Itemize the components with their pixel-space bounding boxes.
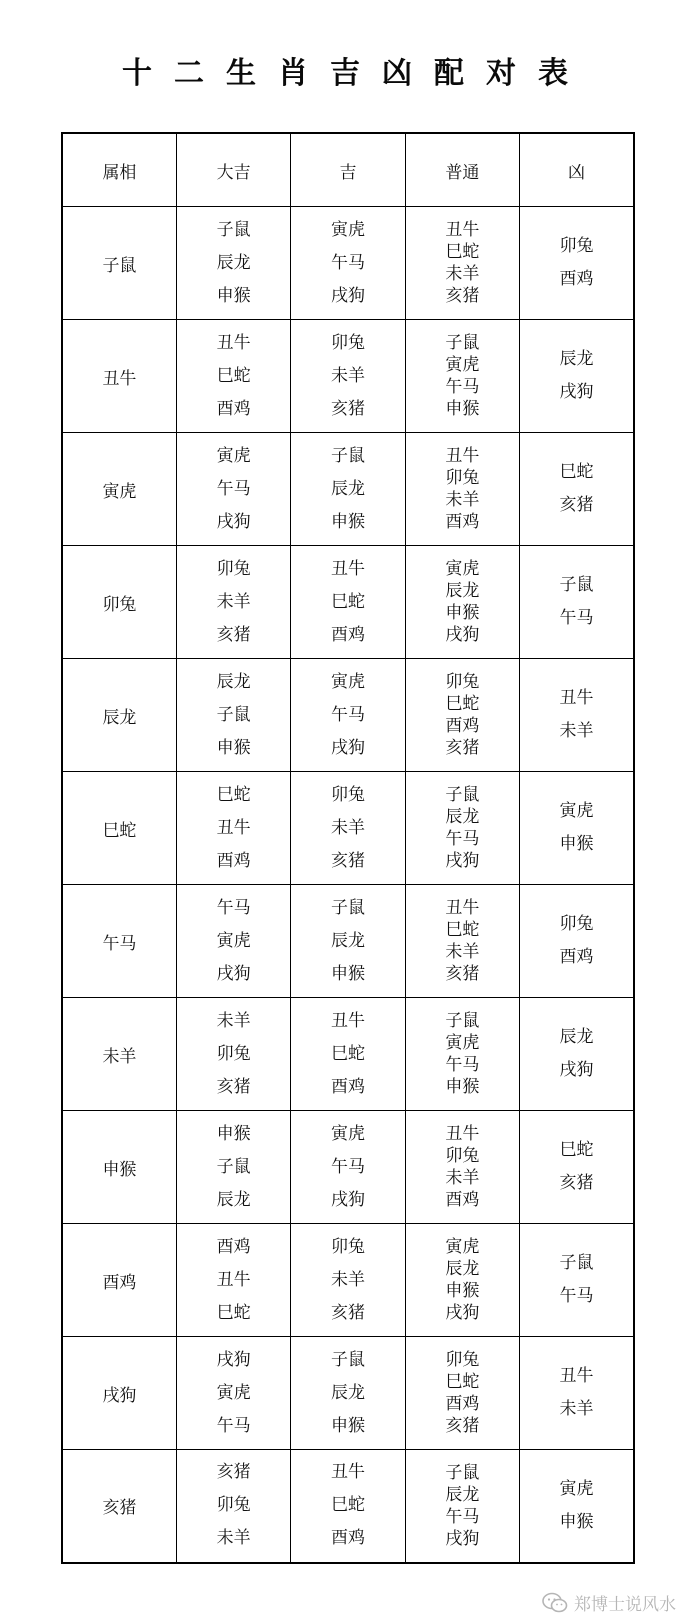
great-luck-cell bbox=[176, 546, 290, 659]
table-row bbox=[62, 659, 634, 772]
bad-luck-cell bbox=[520, 207, 634, 320]
zodiac-name: 丑牛 bbox=[330, 1010, 365, 1031]
zodiac-name: 子鼠 bbox=[445, 333, 480, 353]
zodiac-name: 戌狗 bbox=[445, 625, 480, 645]
zodiac-name: 未羊 bbox=[559, 1399, 594, 1419]
zodiac-name: 午马 bbox=[330, 1156, 365, 1177]
zodiac-name: 酉鸡 bbox=[216, 398, 251, 419]
table-row bbox=[62, 772, 634, 885]
zodiac-name: 寅虎 bbox=[559, 801, 594, 821]
zodiac-sign-cell: 卯兔 bbox=[62, 546, 176, 659]
neutral-cell bbox=[405, 1224, 519, 1337]
neutral-cell bbox=[405, 1111, 519, 1224]
zodiac-name: 午马 bbox=[445, 377, 480, 397]
neutral-cell bbox=[405, 433, 519, 546]
wechat-icon bbox=[542, 1592, 568, 1614]
good-luck-cell bbox=[291, 546, 405, 659]
neutral-cell bbox=[405, 1337, 519, 1450]
bad-luck-cell bbox=[520, 1450, 634, 1563]
zodiac-name: 丑牛 bbox=[559, 1366, 594, 1386]
table-row bbox=[62, 320, 634, 433]
good-luck-cell bbox=[291, 320, 405, 433]
zodiac-name: 巳蛇 bbox=[559, 462, 594, 482]
zodiac-name: 寅虎 bbox=[330, 219, 365, 240]
zodiac-name: 戌狗 bbox=[216, 511, 251, 532]
zodiac-name: 辰龙 bbox=[330, 478, 365, 499]
zodiac-name: 亥猪 bbox=[216, 1462, 251, 1483]
neutral-cell bbox=[405, 320, 519, 433]
great-luck-cell bbox=[176, 207, 290, 320]
zodiac-name: 巳蛇 bbox=[216, 365, 251, 386]
good-luck-cell bbox=[291, 1450, 405, 1563]
header-good-luck: 吉 bbox=[291, 133, 405, 207]
zodiac-name: 亥猪 bbox=[445, 1416, 480, 1436]
zodiac-name: 巳蛇 bbox=[445, 694, 480, 714]
zodiac-name: 未羊 bbox=[445, 490, 480, 510]
zodiac-sign-cell: 酉鸡 bbox=[62, 1224, 176, 1337]
good-luck-cell bbox=[291, 1337, 405, 1450]
neutral-cell bbox=[405, 1450, 519, 1563]
zodiac-name: 寅虎 bbox=[559, 1478, 594, 1499]
zodiac-name: 丑牛 bbox=[216, 332, 251, 353]
zodiac-name: 寅虎 bbox=[445, 559, 480, 579]
bad-luck-cell bbox=[520, 659, 634, 772]
zodiac-name: 戌狗 bbox=[330, 1189, 365, 1210]
zodiac-name: 亥猪 bbox=[445, 964, 480, 984]
zodiac-name: 酉鸡 bbox=[445, 512, 480, 532]
zodiac-sign-cell: 辰龙 bbox=[62, 659, 176, 772]
good-luck-cell bbox=[291, 1111, 405, 1224]
zodiac-name: 辰龙 bbox=[445, 581, 480, 601]
zodiac-name: 丑牛 bbox=[330, 1462, 365, 1483]
zodiac-name: 子鼠 bbox=[216, 704, 251, 725]
zodiac-name: 申猴 bbox=[216, 737, 251, 758]
zodiac-name: 卯兔 bbox=[445, 1146, 480, 1166]
zodiac-name: 未羊 bbox=[445, 1168, 480, 1188]
zodiac-name: 辰龙 bbox=[330, 930, 365, 951]
zodiac-name: 亥猪 bbox=[216, 1076, 251, 1097]
zodiac-name: 申猴 bbox=[216, 285, 251, 306]
zodiac-name: 未羊 bbox=[559, 721, 594, 741]
zodiac-name: 申猴 bbox=[330, 1415, 365, 1436]
bad-luck-cell bbox=[520, 1337, 634, 1450]
table-row bbox=[62, 433, 634, 546]
zodiac-sign-cell: 丑牛 bbox=[62, 320, 176, 433]
zodiac-name: 卯兔 bbox=[330, 332, 365, 353]
header-bad-luck: 凶 bbox=[520, 133, 634, 207]
zodiac-name: 戌狗 bbox=[216, 963, 251, 984]
zodiac-name: 巳蛇 bbox=[559, 1140, 594, 1160]
good-luck-cell bbox=[291, 885, 405, 998]
bad-luck-cell bbox=[520, 320, 634, 433]
zodiac-name: 午马 bbox=[559, 608, 594, 628]
table-row bbox=[62, 885, 634, 998]
bad-luck-cell bbox=[520, 546, 634, 659]
bad-luck-cell bbox=[520, 885, 634, 998]
zodiac-name: 巳蛇 bbox=[216, 784, 251, 805]
zodiac-name: 寅虎 bbox=[216, 1382, 251, 1403]
zodiac-name: 子鼠 bbox=[330, 445, 365, 466]
zodiac-name: 巳蛇 bbox=[445, 1372, 480, 1392]
zodiac-name: 午马 bbox=[445, 1506, 480, 1527]
bad-luck-cell bbox=[520, 433, 634, 546]
zodiac-name: 未羊 bbox=[330, 817, 365, 838]
zodiac-name: 辰龙 bbox=[216, 1189, 251, 1210]
zodiac-sign-cell: 寅虎 bbox=[62, 433, 176, 546]
zodiac-name: 午马 bbox=[216, 897, 251, 918]
zodiac-sign-cell: 午马 bbox=[62, 885, 176, 998]
zodiac-name: 寅虎 bbox=[330, 671, 365, 692]
zodiac-name: 亥猪 bbox=[559, 495, 594, 515]
zodiac-name: 丑牛 bbox=[216, 1269, 251, 1290]
zodiac-name: 未羊 bbox=[445, 942, 480, 962]
zodiac-name: 申猴 bbox=[330, 963, 365, 984]
zodiac-name: 子鼠 bbox=[559, 1253, 594, 1273]
zodiac-name: 戌狗 bbox=[559, 1060, 594, 1080]
neutral-cell bbox=[405, 546, 519, 659]
table-row bbox=[62, 1337, 634, 1450]
zodiac-name: 酉鸡 bbox=[559, 269, 594, 289]
neutral-cell bbox=[405, 659, 519, 772]
zodiac-name: 酉鸡 bbox=[445, 716, 480, 736]
header-neutral: 普通 bbox=[405, 133, 519, 207]
zodiac-name: 午马 bbox=[330, 252, 365, 273]
zodiac-name: 辰龙 bbox=[330, 1382, 365, 1403]
zodiac-name: 未羊 bbox=[216, 1010, 251, 1031]
page-title: 十二生肖吉凶配对表 bbox=[122, 56, 590, 91]
neutral-cell bbox=[405, 998, 519, 1111]
zodiac-name: 卯兔 bbox=[216, 1043, 251, 1064]
great-luck-cell bbox=[176, 659, 290, 772]
zodiac-name: 申猴 bbox=[445, 603, 480, 623]
zodiac-name: 申猴 bbox=[559, 1511, 594, 1532]
zodiac-name: 丑牛 bbox=[445, 220, 480, 240]
zodiac-name: 午马 bbox=[445, 1055, 480, 1075]
table-row bbox=[62, 546, 634, 659]
zodiac-name: 子鼠 bbox=[445, 785, 480, 805]
zodiac-name: 寅虎 bbox=[216, 930, 251, 951]
table-body bbox=[62, 207, 634, 1563]
zodiac-name: 未羊 bbox=[330, 1269, 365, 1290]
zodiac-name: 卯兔 bbox=[330, 784, 365, 805]
zodiac-name: 未羊 bbox=[330, 365, 365, 386]
zodiac-name: 巳蛇 bbox=[216, 1302, 251, 1323]
zodiac-name: 巳蛇 bbox=[330, 1495, 365, 1516]
zodiac-name: 卯兔 bbox=[216, 1495, 251, 1516]
zodiac-name: 未羊 bbox=[445, 264, 480, 284]
great-luck-cell bbox=[176, 1111, 290, 1224]
zodiac-name: 寅虎 bbox=[445, 1033, 480, 1053]
zodiac-name: 巳蛇 bbox=[445, 920, 480, 940]
good-luck-cell bbox=[291, 1224, 405, 1337]
watermark bbox=[542, 1590, 676, 1615]
zodiac-name: 巳蛇 bbox=[445, 242, 480, 262]
header-zodiac-sign: 属相 bbox=[62, 133, 176, 207]
great-luck-cell bbox=[176, 1450, 290, 1563]
zodiac-name: 酉鸡 bbox=[445, 1394, 480, 1414]
zodiac-name: 卯兔 bbox=[216, 558, 251, 579]
zodiac-name: 子鼠 bbox=[330, 897, 365, 918]
zodiac-name: 申猴 bbox=[330, 511, 365, 532]
zodiac-name: 辰龙 bbox=[445, 1484, 480, 1505]
zodiac-name: 卯兔 bbox=[559, 914, 594, 934]
zodiac-name: 寅虎 bbox=[216, 445, 251, 466]
zodiac-name: 子鼠 bbox=[445, 1011, 480, 1031]
zodiac-name: 申猴 bbox=[445, 1281, 480, 1301]
zodiac-name: 酉鸡 bbox=[330, 1076, 365, 1097]
good-luck-cell bbox=[291, 433, 405, 546]
zodiac-name: 戌狗 bbox=[445, 851, 480, 871]
zodiac-name: 戌狗 bbox=[216, 1349, 251, 1370]
zodiac-name: 未羊 bbox=[216, 1528, 251, 1549]
zodiac-name: 未羊 bbox=[216, 591, 251, 612]
neutral-cell bbox=[405, 885, 519, 998]
table-row bbox=[62, 1224, 634, 1337]
neutral-cell bbox=[405, 772, 519, 885]
zodiac-name: 卯兔 bbox=[559, 236, 594, 256]
zodiac-name: 亥猪 bbox=[330, 1302, 365, 1323]
zodiac-name: 子鼠 bbox=[216, 219, 251, 240]
bad-luck-cell bbox=[520, 772, 634, 885]
good-luck-cell bbox=[291, 659, 405, 772]
great-luck-cell bbox=[176, 320, 290, 433]
zodiac-name: 亥猪 bbox=[330, 398, 365, 419]
great-luck-cell bbox=[176, 885, 290, 998]
bad-luck-cell bbox=[520, 1224, 634, 1337]
zodiac-sign-cell: 子鼠 bbox=[62, 207, 176, 320]
zodiac-name: 酉鸡 bbox=[330, 1528, 365, 1549]
zodiac-name: 申猴 bbox=[559, 834, 594, 854]
zodiac-name: 寅虎 bbox=[445, 355, 480, 375]
zodiac-name: 丑牛 bbox=[216, 817, 251, 838]
zodiac-name: 戌狗 bbox=[559, 382, 594, 402]
zodiac-name: 辰龙 bbox=[445, 1259, 480, 1279]
good-luck-cell bbox=[291, 998, 405, 1111]
zodiac-name: 酉鸡 bbox=[216, 850, 251, 871]
zodiac-name: 卯兔 bbox=[445, 672, 480, 692]
zodiac-name: 丑牛 bbox=[445, 898, 480, 918]
zodiac-name: 亥猪 bbox=[445, 738, 480, 758]
table-row bbox=[62, 998, 634, 1111]
zodiac-name: 子鼠 bbox=[216, 1156, 251, 1177]
zodiac-name: 酉鸡 bbox=[330, 624, 365, 645]
zodiac-name: 亥猪 bbox=[216, 624, 251, 645]
zodiac-name: 申猴 bbox=[445, 399, 480, 419]
zodiac-name: 戌狗 bbox=[330, 737, 365, 758]
zodiac-name: 辰龙 bbox=[559, 1027, 594, 1047]
zodiac-sign-cell: 巳蛇 bbox=[62, 772, 176, 885]
zodiac-name: 午马 bbox=[559, 1286, 594, 1306]
zodiac-name: 申猴 bbox=[445, 1077, 480, 1097]
zodiac-name: 卯兔 bbox=[445, 468, 480, 488]
zodiac-sign-cell: 申猴 bbox=[62, 1111, 176, 1224]
zodiac-name: 辰龙 bbox=[216, 252, 251, 273]
zodiac-sign-cell: 未羊 bbox=[62, 998, 176, 1111]
zodiac-name: 子鼠 bbox=[559, 575, 594, 595]
great-luck-cell bbox=[176, 1224, 290, 1337]
zodiac-name: 午马 bbox=[330, 704, 365, 725]
zodiac-name: 丑牛 bbox=[559, 688, 594, 708]
zodiac-name: 午马 bbox=[445, 829, 480, 849]
bad-luck-cell bbox=[520, 1111, 634, 1224]
zodiac-name: 午马 bbox=[216, 1415, 251, 1436]
zodiac-name: 戌狗 bbox=[445, 1303, 480, 1323]
good-luck-cell bbox=[291, 207, 405, 320]
zodiac-name: 辰龙 bbox=[445, 807, 480, 827]
zodiac-name: 午马 bbox=[216, 478, 251, 499]
zodiac-name: 辰龙 bbox=[559, 349, 594, 369]
zodiac-name: 寅虎 bbox=[445, 1237, 480, 1257]
neutral-cell bbox=[405, 207, 519, 320]
zodiac-name: 亥猪 bbox=[559, 1173, 594, 1193]
great-luck-cell bbox=[176, 433, 290, 546]
table-row bbox=[62, 1111, 634, 1224]
zodiac-name: 戌狗 bbox=[330, 285, 365, 306]
zodiac-name: 亥猪 bbox=[445, 286, 480, 306]
zodiac-name: 丑牛 bbox=[445, 1124, 480, 1144]
zodiac-name: 丑牛 bbox=[445, 446, 480, 466]
zodiac-name: 戌狗 bbox=[445, 1528, 480, 1549]
zodiac-name: 丑牛 bbox=[330, 558, 365, 579]
bad-luck-cell bbox=[520, 998, 634, 1111]
zodiac-name: 子鼠 bbox=[330, 1349, 365, 1370]
zodiac-name: 子鼠 bbox=[445, 1462, 480, 1483]
great-luck-cell bbox=[176, 1337, 290, 1450]
zodiac-name: 巳蛇 bbox=[330, 591, 365, 612]
zodiac-name: 申猴 bbox=[216, 1123, 251, 1144]
header-great-luck: 大吉 bbox=[176, 133, 290, 207]
zodiac-name: 寅虎 bbox=[330, 1123, 365, 1144]
zodiac-name: 酉鸡 bbox=[559, 947, 594, 967]
table-row bbox=[62, 1450, 634, 1563]
great-luck-cell bbox=[176, 772, 290, 885]
good-luck-cell bbox=[291, 772, 405, 885]
zodiac-name: 巳蛇 bbox=[330, 1043, 365, 1064]
table-row bbox=[62, 207, 634, 320]
zodiac-sign-cell: 戌狗 bbox=[62, 1337, 176, 1450]
zodiac-name: 辰龙 bbox=[216, 671, 251, 692]
zodiac-name: 亥猪 bbox=[330, 850, 365, 871]
watermark-text: 郑博士说风水 bbox=[574, 1595, 676, 1615]
zodiac-name: 卯兔 bbox=[445, 1350, 480, 1370]
zodiac-compatibility-table bbox=[61, 132, 635, 1564]
zodiac-sign-cell: 亥猪 bbox=[62, 1450, 176, 1563]
zodiac-name: 酉鸡 bbox=[216, 1236, 251, 1257]
table-header-row bbox=[62, 133, 634, 207]
great-luck-cell bbox=[176, 998, 290, 1111]
zodiac-name: 酉鸡 bbox=[445, 1190, 480, 1210]
zodiac-name: 卯兔 bbox=[330, 1236, 365, 1257]
